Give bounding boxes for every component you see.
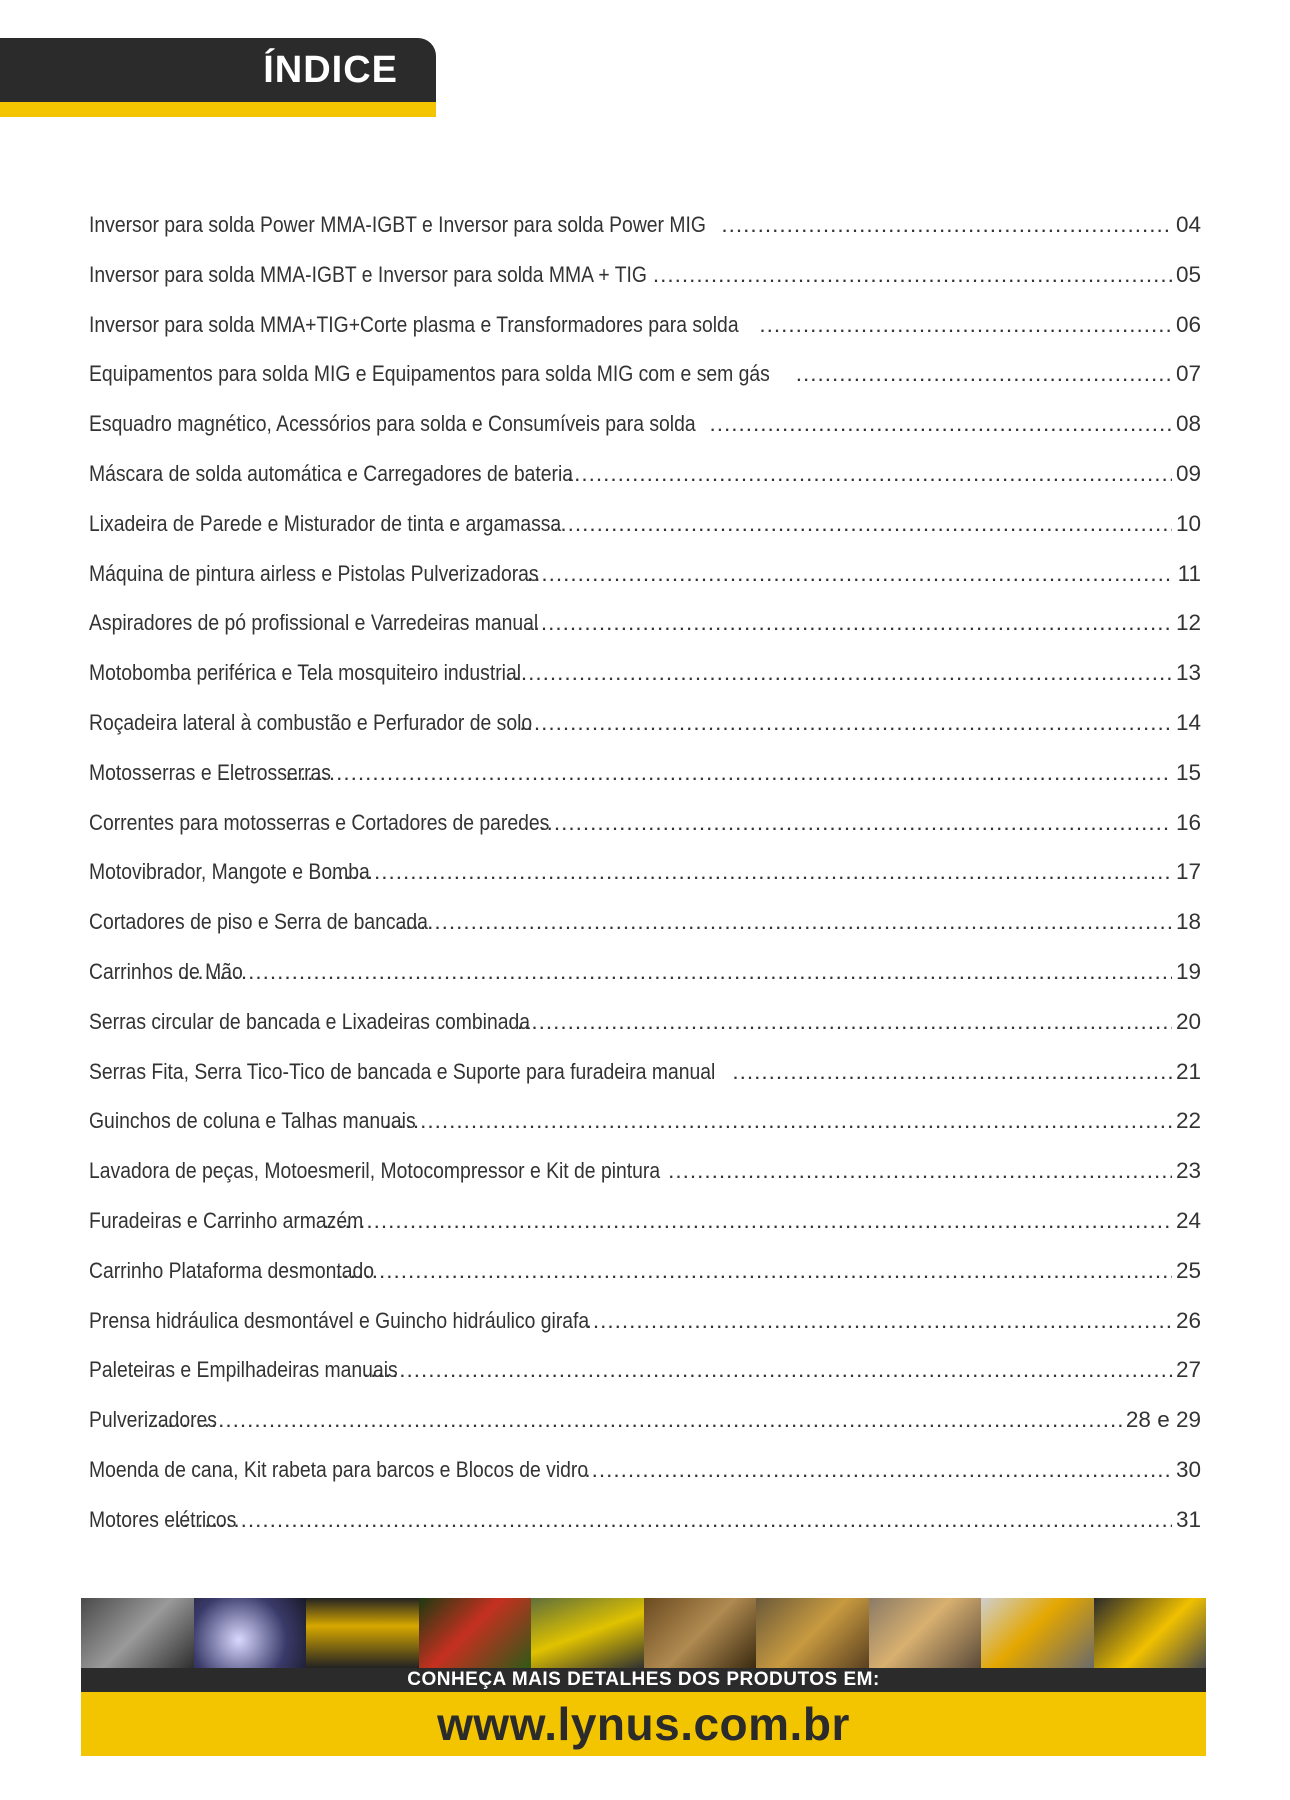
toc-dot-leader (721, 212, 1172, 238)
toc-entry[interactable] (89, 660, 1201, 710)
toc-entry[interactable] (89, 411, 1201, 461)
toc-entry-label: Equipamentos para solda MIG e Equipamentos para solda MIG com e sem gás (89, 361, 770, 387)
toc-dot-leader (335, 1258, 1171, 1284)
toc-entry[interactable] (89, 511, 1201, 561)
toc-entry-label: Inversor para solda MMA-IGBT e Inversor para solda MMA + TIG (89, 261, 647, 287)
toc-entry-label: Serras Fita, Serra Tico-Tico de bancada e Suporte para furadeira manual (89, 1058, 716, 1084)
toc-entry[interactable] (89, 1208, 1201, 1258)
header-tab (0, 38, 436, 102)
toc-entry[interactable] (89, 959, 1201, 1009)
toc-entry-label: Motosserras e Eletrosserras (89, 759, 331, 785)
toc-dot-leader (527, 561, 1174, 587)
toc-entry-label: Carrinho Plataforma desmontado (89, 1257, 375, 1283)
product-photo-strip (81, 1598, 1206, 1668)
toc-entry-page: 20 (1175, 1008, 1201, 1034)
toc-dot-leader (519, 710, 1172, 736)
toc-entry-page: 19 (1175, 958, 1201, 984)
toc-entry[interactable] (89, 312, 1201, 362)
toc-entry-page: 13 (1175, 660, 1201, 686)
toc-entry[interactable] (89, 361, 1201, 411)
toc-entry-page: 25 (1175, 1257, 1201, 1283)
toc-dot-leader (384, 1108, 1172, 1134)
toc-entry-label: Moenda de cana, Kit rabeta para barcos e Blocos de vidro (89, 1456, 589, 1482)
toc-entry-page: 28 e 29 (1125, 1407, 1201, 1433)
toc-entry-page: 09 (1175, 460, 1201, 486)
toc-entry-label: Carrinhos de Mão (89, 958, 243, 984)
toc-dot-leader (398, 909, 1172, 935)
toc-entry-page: 16 (1175, 809, 1201, 835)
toc-entry-page: 04 (1175, 212, 1201, 237)
toc-dot-leader (539, 810, 1172, 836)
toc-dot-leader (759, 312, 1172, 338)
toc-entry[interactable] (89, 859, 1201, 909)
toc-entry-page: 23 (1175, 1158, 1201, 1184)
toc-entry[interactable] (89, 760, 1201, 810)
toc-entry-page: 05 (1175, 261, 1201, 287)
product-photo (194, 1598, 307, 1668)
toc-entry-label: Motores elétricos (89, 1506, 237, 1532)
page-title: ÍNDICE (263, 48, 398, 91)
toc-entry[interactable] (89, 610, 1201, 660)
toc-entry[interactable] (89, 909, 1201, 959)
product-photo (81, 1598, 194, 1668)
website-link[interactable]: www.lynus.com.br (437, 1698, 850, 1750)
toc-entry-label: Guinchos de coluna e Talhas manuais (89, 1108, 416, 1134)
toc-entry-label: Inversor para solda Power MMA-IGBT e Inversor para solda Power MIG (89, 212, 706, 237)
toc-entry-label: Correntes para motosserras e Cortadores de paredes (89, 809, 550, 835)
product-photo (644, 1598, 757, 1668)
product-photo (756, 1598, 869, 1668)
toc-dot-leader (553, 511, 1172, 537)
toc-dot-leader (567, 461, 1172, 487)
toc-entry-page: 21 (1175, 1058, 1201, 1084)
toc-entry-page: 30 (1175, 1456, 1201, 1482)
toc-dot-leader (506, 660, 1172, 686)
toc-entry-page: 11 (1177, 560, 1201, 586)
toc-dot-leader (653, 262, 1172, 288)
toc-entry-page: 17 (1175, 859, 1201, 885)
toc-dot-leader (285, 760, 1172, 786)
toc-dot-leader (175, 1507, 1172, 1533)
toc-entry-label: Furadeiras e Carrinho armazém (89, 1207, 364, 1233)
toc-entry-label: Motobomba periférica e Tela mosquiteiro industrial (89, 660, 522, 686)
toc-entry-label: Máscara de solda automática e Carregadores de bateria (89, 460, 574, 486)
toc-entry-page: 10 (1175, 510, 1201, 536)
toc-entry-label: Pulverizadores (89, 1407, 217, 1433)
toc-dot-leader (732, 1059, 1172, 1085)
toc-entry-page: 15 (1175, 759, 1201, 785)
banner-url-bar (81, 1692, 1206, 1756)
toc-entry[interactable] (89, 1158, 1201, 1208)
toc-entry[interactable] (89, 810, 1201, 860)
toc-dot-leader (526, 610, 1172, 636)
toc-entry[interactable] (89, 212, 1201, 262)
toc-entry[interactable] (89, 710, 1201, 760)
toc-entry[interactable] (89, 262, 1201, 312)
toc-entry[interactable] (89, 1407, 1201, 1457)
toc-dot-leader (363, 1357, 1172, 1383)
toc-dot-leader (668, 1158, 1172, 1184)
toc-entry[interactable] (89, 1357, 1201, 1407)
product-photo (419, 1598, 532, 1668)
toc-entry-page: 22 (1175, 1108, 1201, 1134)
toc-entry-label: Roçadeira lateral à combustão e Perfurador de solo (89, 709, 533, 735)
header-accent-stripe (0, 102, 436, 117)
toc-entry-page: 18 (1175, 909, 1201, 935)
product-photo (531, 1598, 644, 1668)
toc-dot-leader (183, 959, 1172, 985)
toc-entry-page: 24 (1175, 1207, 1201, 1233)
toc-entry-label: Prensa hidráulica desmontável e Guincho hidráulico girafa (89, 1307, 590, 1333)
toc-dot-leader (586, 1308, 1172, 1334)
banner-caption: CONHEÇA MAIS DETALHES DOS PRODUTOS EM: (407, 1669, 880, 1690)
product-photo (869, 1598, 982, 1668)
toc-entry-label: Paleteiras e Empilhadeiras manuais (89, 1357, 398, 1383)
toc-entry-page: 27 (1175, 1357, 1201, 1383)
product-photo (1094, 1598, 1207, 1668)
toc-entry-label: Inversor para solda MMA+TIG+Corte plasma e Transformadores para solda (89, 311, 739, 337)
toc-entry-label: Serras circular de bancada e Lixadeiras combinada (89, 1008, 531, 1034)
toc-entry[interactable] (89, 1258, 1201, 1308)
toc-dot-leader (584, 1457, 1172, 1483)
toc-entry-label: Cortadores de piso e Serra de bancada (89, 909, 428, 935)
toc-entry-page: 14 (1175, 709, 1201, 735)
toc-dot-leader (323, 1208, 1172, 1234)
toc-entry[interactable] (89, 561, 1201, 611)
toc-entry-label: Motovibrador, Mangote e Bomba (89, 859, 370, 885)
toc-entry-label: Aspiradores de pó profissional e Varredeiras manual (89, 610, 539, 636)
toc-dot-leader (517, 1009, 1172, 1035)
toc-entry[interactable] (89, 1009, 1201, 1059)
toc-entry-page: 08 (1175, 411, 1201, 437)
toc-entry-page: 07 (1175, 361, 1201, 387)
toc-entry-label: Esquadro magnético, Acessórios para solda e Consumíveis para solda (89, 411, 696, 437)
toc-entry-page: 12 (1175, 610, 1201, 636)
toc-entry-page: 06 (1175, 311, 1201, 337)
toc-entry-page: 26 (1175, 1307, 1201, 1333)
toc-dot-leader (796, 361, 1172, 387)
toc-dot-leader (709, 411, 1172, 437)
toc-entry[interactable] (89, 1308, 1201, 1358)
toc-entry[interactable] (89, 1507, 1201, 1557)
banner-caption-bar (81, 1668, 1206, 1692)
toc-dot-leader (330, 859, 1171, 885)
toc-entry[interactable] (89, 1059, 1201, 1109)
toc-entry[interactable] (89, 461, 1201, 511)
table-of-contents (89, 212, 1201, 1557)
product-photo (306, 1598, 419, 1668)
toc-entry[interactable] (89, 1457, 1201, 1507)
toc-dot-leader (153, 1407, 1122, 1433)
toc-entry-label: Máquina de pintura airless e Pistolas Pulverizadoras (89, 560, 539, 586)
toc-entry-label: Lavadora de peças, Motoesmeril, Motocompressor e Kit de pintura (89, 1158, 661, 1184)
toc-entry[interactable] (89, 1108, 1201, 1158)
toc-entry-page: 31 (1175, 1506, 1201, 1532)
product-photo (981, 1598, 1094, 1668)
toc-entry-label: Lixadeira de Parede e Misturador de tinta e argamassa (89, 510, 562, 536)
